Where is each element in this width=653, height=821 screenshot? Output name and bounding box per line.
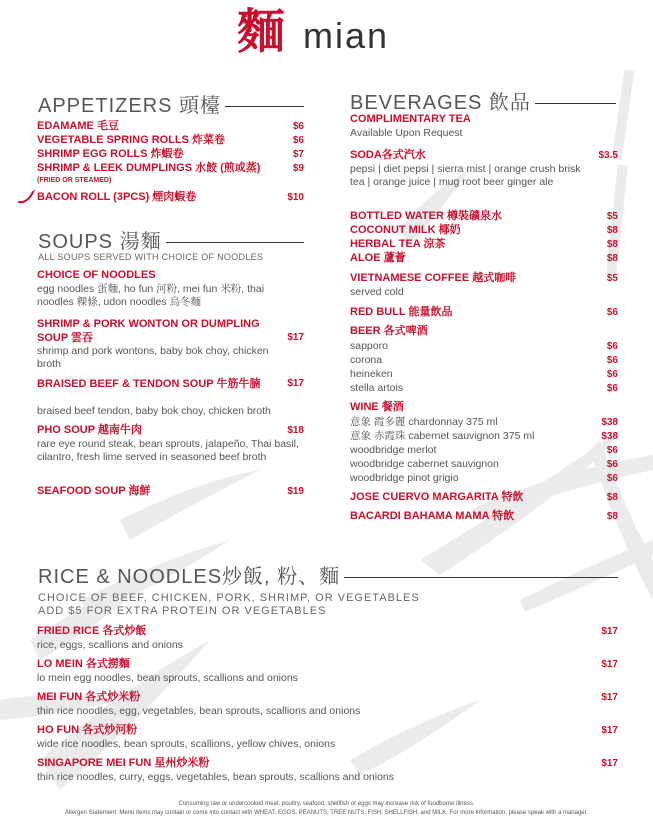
menu-item-price: $8 xyxy=(606,239,618,250)
menu-item-price: $8 xyxy=(606,511,618,522)
menu-item-price: $6 xyxy=(292,121,304,132)
beer-price: $6 xyxy=(606,355,618,366)
menu-item-name: MEI FUN 各式炒米粉 xyxy=(37,691,141,703)
rice-noodles-heading xyxy=(38,566,618,588)
menu-item-desc: rare eye round steak, bean sprouts, jalapeño, Thai basil, cilantro, fresh lime served in seasoned beef broth xyxy=(37,438,299,463)
appetizers-heading xyxy=(38,95,304,117)
menu-item-price: $5 xyxy=(606,211,618,222)
menu-item-price: $17 xyxy=(287,378,304,389)
heading-rule xyxy=(166,242,304,243)
beverages-heading xyxy=(350,92,616,114)
beer-option: corona xyxy=(350,354,383,366)
menu-item-price: $17 xyxy=(601,758,618,769)
menu-item-price: $6 xyxy=(606,307,618,318)
menu-item-price: $10 xyxy=(287,192,304,203)
menu-item-desc: served cold xyxy=(350,286,404,298)
heading-rule xyxy=(535,103,616,104)
menu-item-price: $8 xyxy=(606,492,618,503)
menu-item-price: $8 xyxy=(606,225,618,236)
rice-note-extra: ADD $5 FOR EXTRA PROTEIN OR VEGETABLES xyxy=(38,605,327,617)
wine-price: $38 xyxy=(601,431,618,442)
wine-price: $38 xyxy=(601,417,618,428)
menu-item-name: BEER 各式啤酒 xyxy=(350,325,428,337)
menu-item-price: $7 xyxy=(292,149,304,160)
wine-price: $6 xyxy=(606,473,618,484)
menu-item-desc: lo mein egg noodles, bean sprouts, scallions and onions xyxy=(37,672,298,684)
wine-price: $6 xyxy=(606,459,618,470)
menu-item-desc: rice, eggs, scallions and onions xyxy=(37,639,183,651)
appetizers-title: APPETIZERS 頭檯 xyxy=(38,95,222,117)
wine-option: woodbridge cabernet sauvignon xyxy=(350,458,499,470)
menu-item-name: SHRIMP EGG ROLLS 炸蝦卷 xyxy=(37,148,184,160)
beer-price: $6 xyxy=(606,369,618,380)
menu-item-desc: pepsi | diet pepsi | sierra mist | orange crush brisk tea | orange juice | mug root beer ginger ale xyxy=(350,163,581,188)
wine-option: 意象 赤霞珠 cabernet sauvignon 375 ml xyxy=(350,430,535,442)
menu-item-name: HERBAL TEA 涼茶 xyxy=(350,238,446,250)
beer-price: $6 xyxy=(606,383,618,394)
menu-item-name: LO MEIN 各式撈麵 xyxy=(37,658,130,670)
menu-item-price: $19 xyxy=(287,486,304,497)
menu-item-name: ALOE 蘆薈 xyxy=(350,252,406,264)
menu-item-name: SINGAPORE MEI FUN 星州炒米粉 xyxy=(37,757,210,769)
menu-item-price: $17 xyxy=(601,626,618,637)
menu-item-desc: thin rice noodles, egg, vegetables, bean sprouts, scallions and onions xyxy=(37,705,361,717)
menu-item-name: COMPLIMENTARY TEA xyxy=(350,113,471,125)
beverages-title: BEVERAGES 飲品 xyxy=(350,92,531,114)
menu-item-note: (FRIED OR STEAMED) xyxy=(37,177,112,184)
menu-item-desc: thin rice noodles, curry, eggs, vegetables, bean sprouts, scallions and onions xyxy=(37,771,395,783)
wine-option: 意象 霞多麗 chardonnay 375 ml xyxy=(350,416,498,428)
menu-item-name: BACON ROLL (3PCS) 煙肉蝦卷 xyxy=(37,191,197,203)
chili-pepper-icon xyxy=(16,189,36,205)
menu-item-name: VIETNAMESE COFFEE 越式咖啡 xyxy=(350,272,517,284)
menu-item-name: COCONUT MILK 椰奶 xyxy=(350,224,461,236)
menu-item-price: $9 xyxy=(292,163,304,174)
menu-item-name: HO FUN 各式炒河粉 xyxy=(37,724,138,736)
menu-item-price: $8 xyxy=(606,253,618,264)
menu-item-price: $5 xyxy=(606,273,618,284)
heading-rule xyxy=(344,577,618,578)
menu-item-name: BOTTLED WATER 樽裝礦泉水 xyxy=(350,210,502,222)
menu-item-desc: wide rice noodles, bean sprouts, scallions, yellow chives, onions xyxy=(37,738,336,750)
menu-item-name: JOSE CUERVO MARGARITA 特飲 xyxy=(350,491,524,503)
menu-item-price: $18 xyxy=(287,425,304,436)
menu-item-name: BRAISED BEEF & TENDON SOUP 牛筋牛腩 xyxy=(37,378,261,390)
menu-item-name: WINE 餐酒 xyxy=(350,401,404,413)
soups-title: SOUPS 湯麵 xyxy=(38,231,162,253)
rice-note-protein: CHOICE OF BEEF, CHICKEN, PORK, SHRIMP, OR VEGETABLES xyxy=(38,592,420,604)
menu-item-price: $3.5 xyxy=(598,150,618,161)
food-safety-notice: Consuming raw or undercooked meat, poultry, seafood, shellfish or eggs may increase risk of foodborne illness. xyxy=(178,801,475,807)
wine-option: woodbridge pinot grigio xyxy=(350,472,459,484)
menu-item-name: FRIED RICE 各式炒飯 xyxy=(37,625,147,637)
logo-mark: 麵 xyxy=(237,4,286,60)
menu-item-desc: Available Upon Request xyxy=(350,127,463,139)
wine-option: woodbridge merlot xyxy=(350,444,437,456)
logo-wordmark: mian xyxy=(303,15,390,56)
menu-item-name: PHO SOUP 越南牛肉 xyxy=(37,424,142,436)
beer-option: heineken xyxy=(350,368,393,380)
soups-heading xyxy=(38,231,304,253)
menu-item-price: $17 xyxy=(287,332,304,343)
menu-item-name: VEGETABLE SPRING ROLLS 炸菜卷 xyxy=(37,134,226,146)
menu-item-name: EDAMAME 毛豆 xyxy=(37,120,119,132)
heading-rule xyxy=(225,106,304,107)
menu-item-price: $17 xyxy=(601,692,618,703)
menu-item-name: BACARDI BAHAMA MAMA 特飲 xyxy=(350,510,515,522)
menu-item-price: $17 xyxy=(601,725,618,736)
menu-item-name: SODA各式汽水 xyxy=(350,149,426,161)
menu-item-desc: egg noodles 蛋麵, ho fun 河粉, mei fun 米粉, thai noodles 粿條, udon noodles 烏冬麵 xyxy=(37,283,265,308)
rice-noodles-title: RICE & NOODLES炒飯, 粉、麵 xyxy=(38,566,341,588)
menu-item-name: RED BULL 能量飲品 xyxy=(350,306,453,318)
beer-option: sapporo xyxy=(350,340,388,352)
menu-item-name: CHOICE OF NOODLES xyxy=(37,269,156,281)
menu-item-price: $17 xyxy=(601,659,618,670)
menu-item-price: $6 xyxy=(292,135,304,146)
menu-item-name: SHRIMP & LEEK DUMPLINGS 水餃 (煎或蒸) xyxy=(37,162,261,174)
soups-note: ALL SOUPS SERVED WITH CHOICE OF NOODLES xyxy=(38,252,264,262)
menu-item-desc: braised beef tendon, baby bok choy, chicken broth xyxy=(37,405,271,417)
menu-item-desc: shrimp and pork wontons, baby bok choy, chicken broth xyxy=(37,345,269,370)
menu-item-name: SHRIMP & PORK WONTON OR DUMPLING SOUP 雲吞 xyxy=(37,318,260,344)
allergen-statement: Allergen Statement: Menu items may contain or come into contact with WHEAT, EGGS, PEANUTS, TREE NUTS, FISH, SHELLFISH, and MILK. For more information, please speak with a manager. xyxy=(65,810,588,816)
beer-option: stella artois xyxy=(350,382,404,394)
beer-price: $6 xyxy=(606,341,618,352)
wine-price: $6 xyxy=(606,445,618,456)
menu-item-name: SEAFOOD SOUP 海鮮 xyxy=(37,485,151,497)
